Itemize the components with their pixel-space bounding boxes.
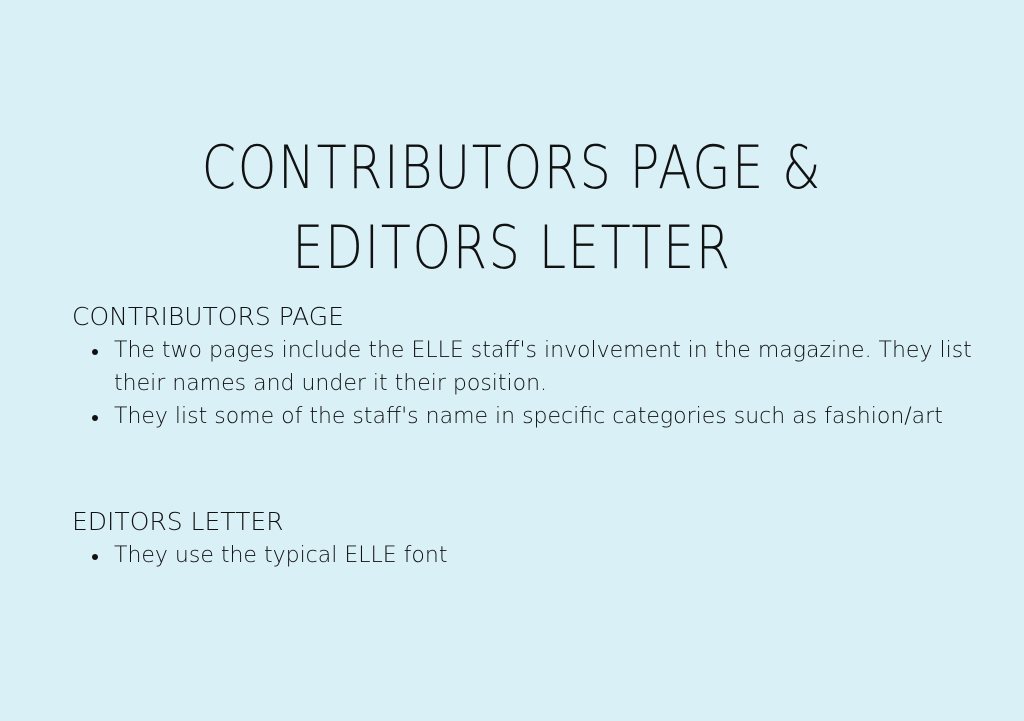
editors-letter-bullet-list xyxy=(72,539,972,572)
slide-title xyxy=(92,128,932,288)
contributors-page-bullet-list xyxy=(72,334,972,433)
editors-letter-heading: EDITORS LETTER xyxy=(72,507,284,536)
contributors-page-heading: CONTRIBUTORS PAGE xyxy=(72,302,344,331)
slide-title-line-1: CONTRIBUTORS PAGE & xyxy=(201,133,823,204)
contributors-page-bullet-staff-involvement: The two pages include the ELLE staff's involvement in the magazine. They list their names and under it their position. xyxy=(72,334,972,400)
slide-title-line-2: EDITORS LETTER xyxy=(292,213,732,284)
contributors-page-bullet-staff-categories: They list some of the staff's name in specific categories such as fashion/art xyxy=(72,400,972,433)
editors-letter-section xyxy=(72,505,972,572)
editors-letter-bullet-font: They use the typical ELLE font xyxy=(72,539,972,572)
contributors-page-section xyxy=(72,300,972,433)
